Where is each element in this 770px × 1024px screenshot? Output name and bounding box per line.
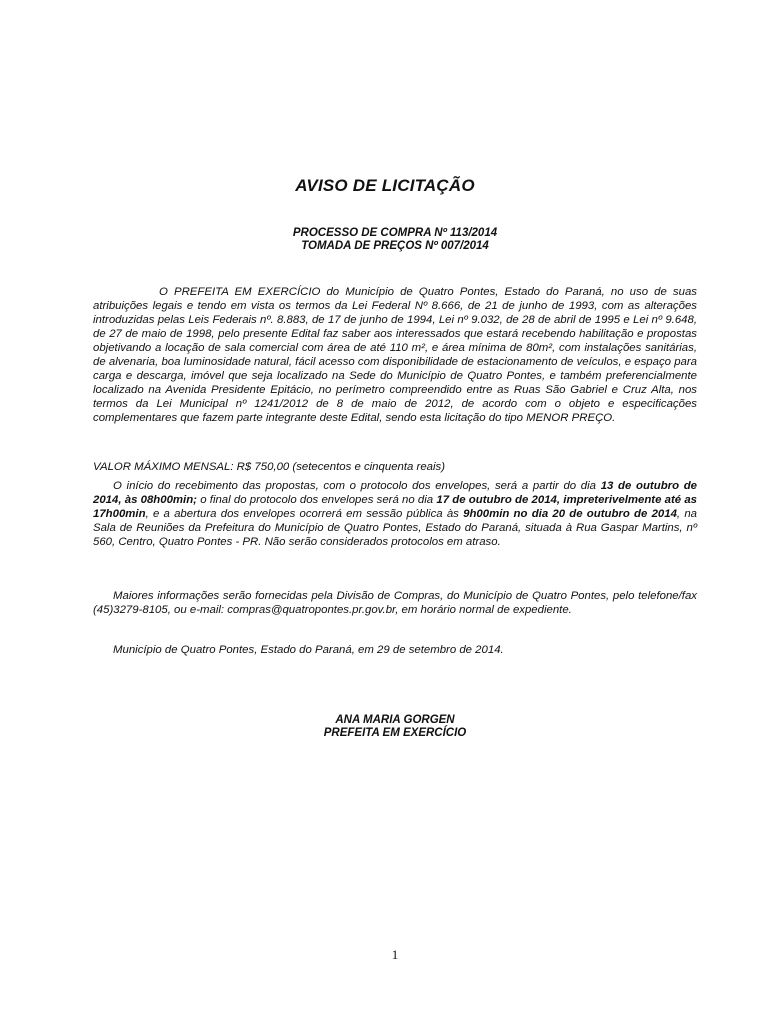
max-value-line: VALOR MÁXIMO MENSAL: R$ 750,00 (setecentos e cinquenta reais) — [93, 461, 446, 473]
document-title: AVISO DE LICITAÇÃO — [295, 176, 475, 195]
schedule-end-date: 17 de outubro de 2014, impreterivelmente até as 17h00min — [93, 494, 697, 521]
schedule-opening-date: 9h00min no dia 20 de outubro de 2014 — [463, 508, 677, 521]
schedule-start-date: 13 de outubro de 2014, às 08h00min; — [93, 480, 698, 507]
schedule-text-4: , na Sala de Reuniões da Prefeitura do Município de Quatro Pontes, Estado do Paraná, situada à Rua Gaspar Martins, nº 560, Centro, Quatro Pontes - PR. Não serão considerados protocolos em atraso. — [93, 508, 697, 549]
schedule-text-3: , e a abertura dos envelopes ocorrerá em sessão pública às — [145, 508, 464, 521]
place-date: Município de Quatro Pontes, Estado do Paraná, em 29 de setembro de 2014. — [113, 644, 504, 656]
tender-number: TOMADA DE PREÇOS Nº 007/2014 — [301, 240, 489, 252]
intro-paragraph: O PREFEITA EM EXERCÍCIO do Município de Quatro Pontes, Estado do Paraná, no uso de suas atribuições legais e tendo em vista os termos da Lei Federal Nº 8.666, de 21 de junho de 1993, com as alterações introduzidas pelas Leis Federais nº. 8.883, de 17 de junho de 1994, Lei nº 9.032, de 28 de abril de 1995 e Lei nº 9.648, de 27 de maio de 1998, pelo presente Edital faz saber aos interessados que estará recebendo habilitação e propostas objetivando a locação de sala comercial com área de até 110 m², e área mínima de 80m², com instalações sanitárias, de alvenaria, boa luminosidade natural, fácil acesso com disponibilidade de estacionamento de veículos, e espaço para carga e descarga, imóvel que seja localizado na Sede do Município de Quatro Pontes, e também preferencialmente localizado na Avenida Presidente Epitácio, no perímetro compreendido entre as Ruas São Gabriel e Cruz Alta, nos termos da Lei Municipal nº 1241/2012 de 8 de maio de 2012, de acordo com o objeto e especificações complementares que fazem parte integrante deste Edital, sendo esta licitação do tipo MENOR PREÇO. — [93, 286, 697, 425]
signatory-role: PREFEITA EM EXERCÍCIO — [323, 727, 467, 739]
page-number: 1 — [391, 947, 399, 962]
schedule-paragraph — [93, 479, 697, 549]
info-paragraph: Maiores informações serão fornecidas pela Divisão de Compras, do Município de Quatro Pontes, pelo telefone/fax (45)3279-8105, ou e-mail: compras@quatropontes.pr.gov.br, em horário normal de expediente. — [93, 590, 697, 617]
signatory-name: ANA MARIA GORGEN — [335, 714, 455, 726]
schedule-text-1: O início do recebimento das propostas, com o protocolo dos envelopes, será a partir do dia — [113, 480, 601, 492]
schedule-text-2: o final do protocolo dos envelopes será no dia — [196, 494, 437, 507]
process-number: PROCESSO DE COMPRA Nº 113/2014 — [292, 227, 498, 239]
